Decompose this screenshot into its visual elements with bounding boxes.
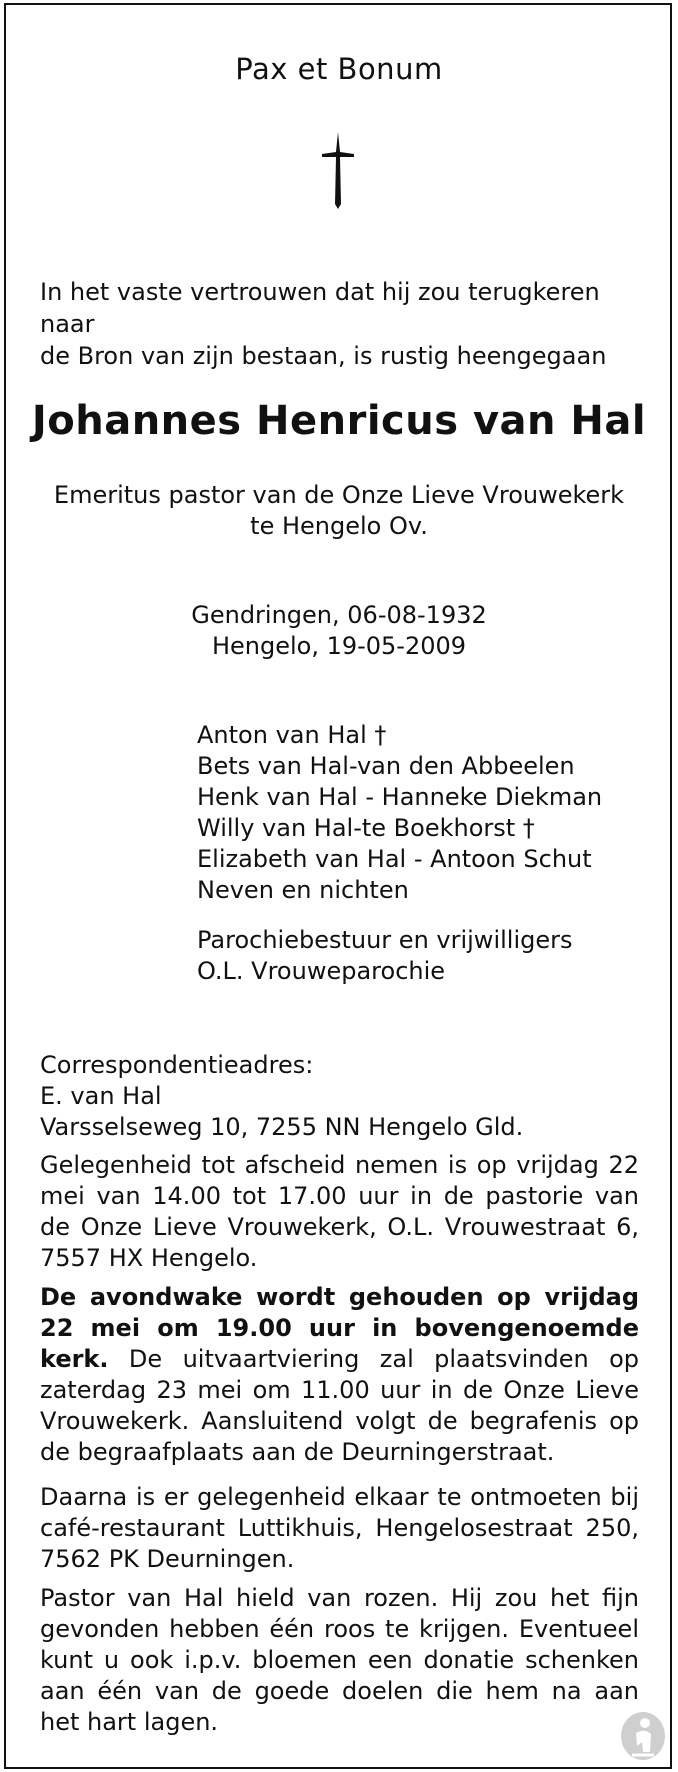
role-text xyxy=(0,480,678,542)
intro-line: In het vaste vertrouwen dat hij zou terugkeren naar xyxy=(40,278,600,338)
life-dates xyxy=(0,600,678,662)
correspondence-address xyxy=(40,1050,639,1143)
family-member: Anton van Hal † xyxy=(197,721,387,749)
correspondence-line: Varsselseweg 10, 7255 NN Hengelo Gld. xyxy=(40,1113,524,1141)
ceremony-paragraph xyxy=(40,1282,639,1468)
parish-list xyxy=(197,925,572,987)
parish-line: Parochiebestuur en vrijwilligers xyxy=(197,926,573,954)
motto: Pax et Bonum xyxy=(235,52,443,86)
family-member: Bets van Hal-van den Abbeelen xyxy=(197,752,575,780)
family-list xyxy=(197,720,602,906)
family-member: Willy van Hal-te Boekhorst † xyxy=(197,814,535,842)
roses-paragraph: Pastor van Hal hield van rozen. Hij zou het fijn gevonden hebben één roos te krijgen. Eventueel kunt u ook i.p.v. bloemen een donatie schenken aan één van de goede doelen die hem na aan het hart lagen. xyxy=(40,1584,639,1736)
parish-line: O.L. Vrouweparochie xyxy=(197,957,446,985)
family-member: Henk van Hal - Hanneke Diekman xyxy=(197,783,603,811)
role-line: Emeritus pastor van de Onze Lieve Vrouwekerk xyxy=(53,481,625,509)
reception-paragraph: Daarna is er gelegenheid elkaar te ontmoeten bij café-restaurant Luttikhuis, Hengelosestraat 250, 7562 PK Deurningen. xyxy=(40,1483,639,1573)
birth-line: Gendringen, 06-08-1932 xyxy=(191,601,487,629)
memorial-logo-icon xyxy=(620,1711,666,1761)
vigil-text: De avondwake wordt gehouden op vrijdag 22 mei om 19.00 uur in bovengenoemde kerk. xyxy=(40,1283,639,1373)
intro-line: de Bron van zijn bestaan, is rustig heengegaan xyxy=(40,342,607,370)
latin-cross-icon xyxy=(320,130,356,210)
farewell-paragraph: Gelegenheid tot afscheid nemen is op vrijdag 22 mei van 14.00 tot 17.00 uur in de pastorie van de Onze Lieve Vrouwekerk, O.L. Vrouwestraat 6, 7557 HX Hengelo. xyxy=(40,1151,639,1272)
family-member: Neven en nichten xyxy=(197,876,409,904)
deceased-name: Johannes Henricus van Hal xyxy=(31,398,647,444)
family-member: Elizabeth van Hal - Antoon Schut xyxy=(197,845,592,873)
role-line: te Hengelo Ov. xyxy=(250,512,428,540)
funeral-text: De uitvaartviering zal plaatsvinden op zaterdag 23 mei om 11.00 uur in de Onze Lieve Vrouwekerk. Aansluitend volgt de begrafenis op de begraafplaats aan de Deurningerstraat. xyxy=(40,1345,639,1466)
death-line: Hengelo, 19-05-2009 xyxy=(211,632,467,660)
intro-text xyxy=(40,276,640,372)
correspondence-line: E. van Hal xyxy=(40,1082,162,1110)
correspondence-line: Correspondentieadres: xyxy=(40,1051,314,1079)
